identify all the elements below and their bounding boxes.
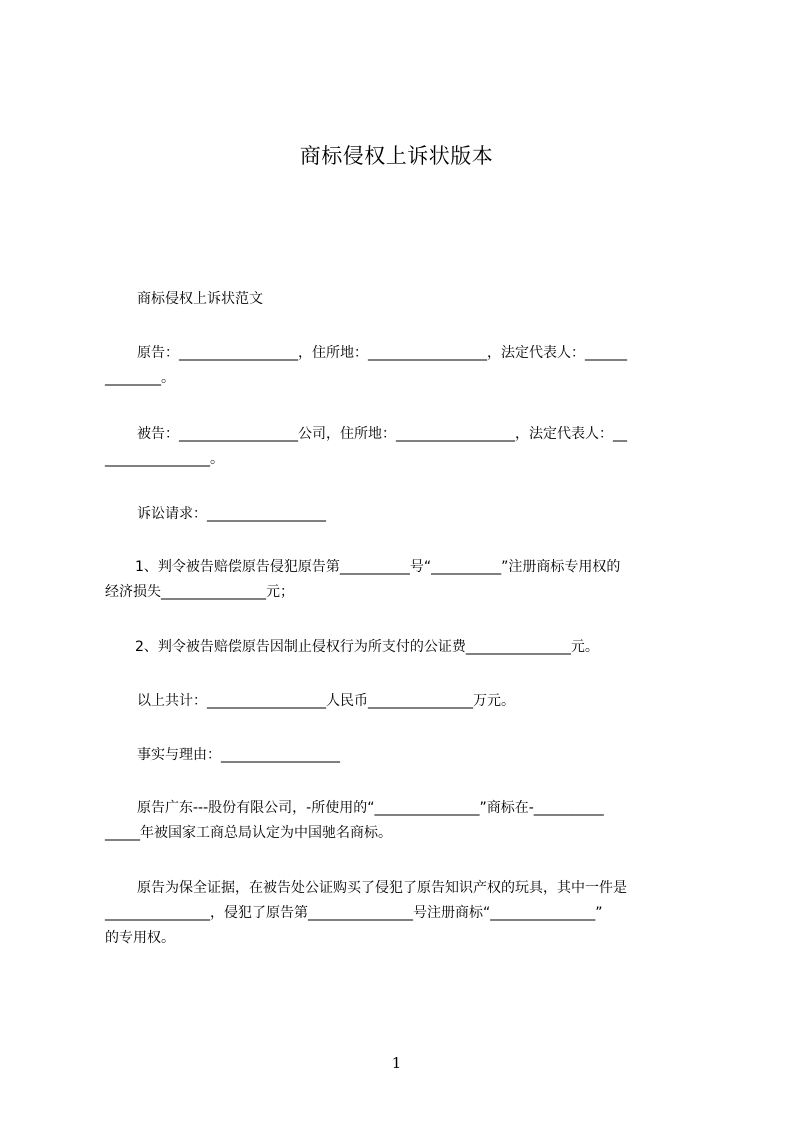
page-number: 1 [391, 1054, 402, 1072]
defendant-paragraph [105, 422, 705, 472]
paragraph-line: 商标侵权上诉状范文 [137, 291, 263, 307]
paragraph-line: _______________。 [105, 451, 224, 467]
paragraph-line: 以上共计：_________________人民币_______________万元。 [137, 693, 515, 709]
total-paragraph [105, 689, 705, 714]
paragraph-line: 被告：_________________公司，住所地：_________________，法定代表人：__ [137, 426, 627, 442]
paragraph-line: 诉讼请求：_________________ [137, 506, 326, 522]
paragraph-line: 事实与理由：_________________ [137, 747, 340, 763]
paragraph-line: 的专用权。 [105, 930, 175, 946]
plaintiff-paragraph [105, 341, 705, 391]
paragraph-line: _______________，侵犯了原告第_______________号注册商标“_______________” [105, 905, 603, 921]
paragraph-line: 2、判令被告赔偿原告因制止侵权行为所支付的公证费_______________元。 [135, 639, 599, 655]
paragraph-line: _____年被国家工商总局认定为中国驰名商标。 [105, 825, 392, 841]
paragraph-line: 原告：_________________，住所地：_________________，法定代表人：______ [137, 345, 627, 361]
paragraph-line: 原告广东---股份有限公司，-所使用的“_______________”商标在-__________ [137, 800, 604, 816]
claims-heading-paragraph [105, 502, 705, 527]
facts-1-paragraph [105, 796, 705, 846]
document-title: 商标侵权上诉状版本 [299, 144, 494, 168]
paragraph-line: ________。 [105, 370, 175, 386]
claim-1-paragraph [105, 555, 705, 605]
subtitle-paragraph [105, 287, 705, 312]
facts-heading-paragraph [105, 743, 705, 768]
facts-2-paragraph [105, 876, 705, 951]
paragraph-line: 经济损失_______________元； [105, 584, 294, 600]
paragraph-line: 原告为保全证据，在被告处公证购买了侵犯了原告知识产权的玩具，其中一件是 [137, 880, 627, 896]
paragraph-line: 1、判令被告赔偿原告侵犯原告第__________号“__________”注册商标专用权的 [135, 559, 621, 575]
claim-2-paragraph [105, 635, 705, 660]
